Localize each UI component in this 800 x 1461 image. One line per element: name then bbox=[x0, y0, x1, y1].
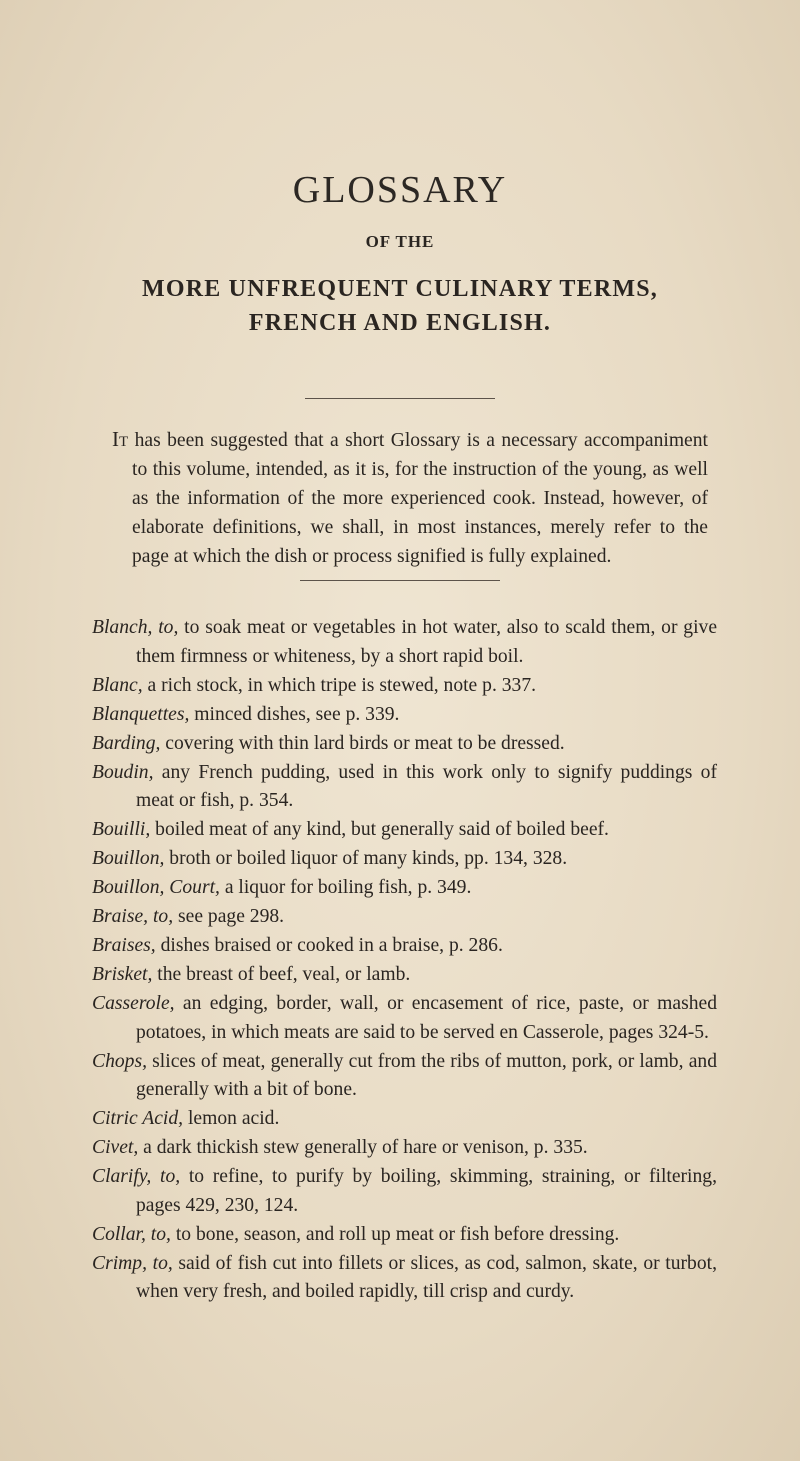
glossary-definition: see page 298. bbox=[173, 906, 285, 927]
intro-lead: It bbox=[112, 426, 129, 451]
glossary-term: Chops, bbox=[92, 1050, 147, 1072]
glossary-entry bbox=[92, 845, 717, 874]
glossary-definition: covering with thin lard birds or meat to be dressed. bbox=[160, 732, 565, 754]
glossary-term: Collar, to, bbox=[92, 1223, 171, 1245]
intro-paragraph bbox=[112, 425, 708, 571]
glossary-definition: any French pudding, used in this work only to signify puddings of meat or fish, p. 354. bbox=[136, 761, 717, 811]
page-subtitle: MORE UNFREQUENT CULINARY TERMS, FRENCH AND ENGLISH. bbox=[142, 276, 658, 336]
glossary-term: Blanc, bbox=[92, 674, 143, 696]
glossary-definition: the breast of beef, veal, or lamb. bbox=[152, 964, 411, 985]
glossary-definition: slices of meat, generally cut from the ribs of mutton, pork, or lamb, and generally with a bit of bone. bbox=[136, 1050, 717, 1100]
glossary-entry bbox=[92, 874, 717, 903]
glossary-entry bbox=[92, 903, 717, 932]
glossary-definition: a rich stock, in which tripe is stewed, note p. 337. bbox=[142, 674, 537, 696]
glossary-entry bbox=[92, 730, 717, 759]
glossary-definition: a dark thickish stew generally of hare or venison, p. 335. bbox=[138, 1137, 588, 1158]
glossary-entry bbox=[92, 816, 717, 845]
divider-rule bbox=[300, 580, 500, 581]
glossary-entry bbox=[92, 1250, 717, 1307]
glossary-definition: dishes braised or cooked in a braise, p. 286. bbox=[155, 935, 503, 956]
glossary-term: Bouillon, Court, bbox=[92, 877, 220, 898]
glossary-entry bbox=[92, 614, 717, 671]
glossary-entry bbox=[92, 701, 717, 730]
glossary-term: Barding, bbox=[92, 732, 161, 754]
title-connector: OF THE bbox=[365, 232, 435, 251]
glossary-term: Bouillon, bbox=[92, 848, 165, 869]
glossary-term: Blanch, to, bbox=[92, 617, 179, 638]
glossary-definition: boiled meat of any kind, but generally said of boiled beef. bbox=[150, 819, 609, 840]
glossary-definition: said of fish cut into fillets or slices, as cod, salmon, skate, or turbot, when very fresh, and boiled rapidly, till crisp and curdy. bbox=[136, 1252, 717, 1302]
glossary-term: Crimp, to, bbox=[92, 1252, 173, 1274]
glossary-list bbox=[92, 614, 717, 1307]
glossary-entry bbox=[92, 961, 717, 990]
glossary-entry bbox=[92, 759, 717, 816]
glossary-definition: an edging, border, wall, or encasement of rice, paste, or mashed potatoes, in which meats are said to be served en Casserole, pages 324-5. bbox=[136, 993, 717, 1043]
intro-text: has been suggested that a short Glossary is a necessary accompaniment to this volume, intended, as it is, for the instruction of the young, as well as the information of the more experienced cook. Instead, however, of elaborate definitions, we shall, in most instances, merely refer to the page at which the dish or process signified is fully explained. bbox=[128, 429, 708, 567]
glossary-definition: broth or boiled liquor of many kinds, pp. 134, 328. bbox=[164, 848, 568, 869]
glossary-entry bbox=[92, 932, 717, 961]
glossary-term: Brisket, bbox=[92, 964, 153, 985]
glossary-definition: to soak meat or vegetables in hot water, also to scald them, or give them firmness or whiteness, by a short rapid boil. bbox=[136, 617, 718, 667]
glossary-term: Braises, bbox=[92, 935, 156, 956]
glossary-definition: minced dishes, see p. 339. bbox=[189, 703, 400, 725]
glossary-entry bbox=[92, 1134, 717, 1163]
glossary-entry bbox=[92, 990, 717, 1047]
glossary-term: Bouilli, bbox=[92, 819, 151, 840]
glossary-entry bbox=[92, 1221, 717, 1250]
glossary-entry bbox=[92, 1163, 717, 1220]
glossary-entry bbox=[92, 1105, 717, 1134]
glossary-term: Braise, to, bbox=[92, 906, 174, 927]
glossary-term: Clarify, to, bbox=[92, 1166, 181, 1187]
glossary-term: Casserole, bbox=[92, 993, 175, 1014]
glossary-term: Blanquettes, bbox=[92, 703, 190, 725]
page-title: GLOSSARY bbox=[292, 169, 508, 211]
glossary-term: Citric Acid, bbox=[92, 1108, 184, 1129]
divider-rule bbox=[305, 398, 495, 399]
glossary-definition: lemon acid. bbox=[183, 1108, 280, 1129]
glossary-definition: a liquor for boiling fish, p. 349. bbox=[219, 877, 472, 898]
glossary-definition: to bone, season, and roll up meat or fish before dressing. bbox=[170, 1223, 620, 1245]
glossary-term: Boudin, bbox=[92, 761, 154, 783]
glossary-definition: to refine, to purify by boiling, skimming, straining, or filtering, pages 429, 230, 124. bbox=[136, 1166, 717, 1216]
glossary-entry bbox=[92, 1048, 717, 1105]
glossary-entry bbox=[92, 672, 717, 701]
glossary-term: Civet, bbox=[92, 1137, 139, 1158]
